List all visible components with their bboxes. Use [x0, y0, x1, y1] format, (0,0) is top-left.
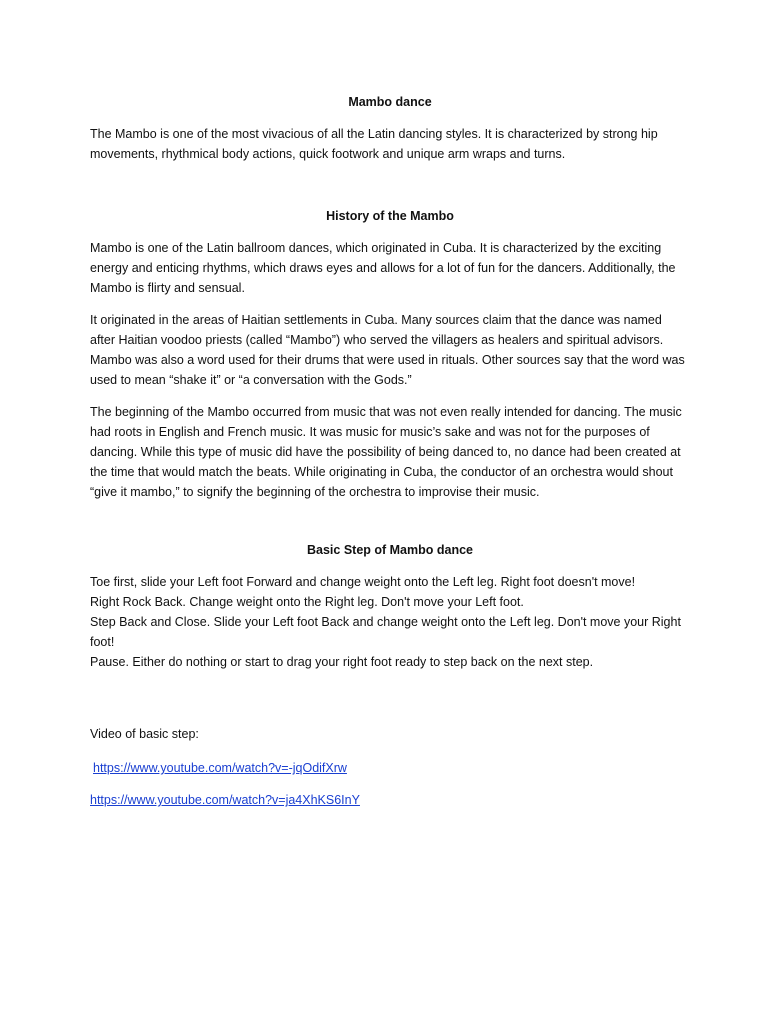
history-paragraph: Mambo is one of the Latin ballroom dances, which originated in Cuba. It is characterized by the exciting energy and enticing rhythms, which draws eyes and allows for a lot of fun for the dancers. Additionally, the Mambo is flirty and sensual. — [90, 241, 676, 295]
basic-step-line: Toe first, slide your Left foot Forward and change weight onto the Left leg. Right foot doesn't move! — [90, 575, 636, 589]
document-title: Mambo dance — [348, 95, 432, 109]
video-link-row — [90, 790, 690, 810]
basic-step-heading: Basic Step of Mambo dance — [306, 543, 473, 557]
document-page — [90, 0, 690, 810]
history-paragraph: It originated in the areas of Haitian settlements in Cuba. Many sources claim that the dance was named after Haitian voodoo priests (called “Mambo”) who served the villagers as healers and spiritual advisors. Mambo was also a word used for their drums that were used in rituals. Other sources say that the word was used to mean “shake it” or “a conversation with the Gods.” — [90, 313, 685, 387]
history-heading: History of the Mambo — [326, 209, 454, 223]
basic-step-line: Pause. Either do nothing or start to drag your right foot ready to step back on the next step. — [90, 655, 594, 669]
basic-step-line: Step Back and Close. Slide your Left foot Back and change weight onto the Left leg. Don't move your Right foot! — [90, 615, 681, 649]
intro-paragraph: The Mambo is one of the most vivacious of all the Latin dancing styles. It is characterized by strong hip movements, rhythmical body actions, quick footwork and unique arm wraps and turns. — [90, 127, 658, 161]
video-link-row — [90, 758, 690, 778]
video-link[interactable]: https://www.youtube.com/watch?v=-jqOdifXrw — [93, 761, 347, 775]
basic-step-list — [90, 572, 690, 672]
history-paragraph: The beginning of the Mambo occurred from music that was not even really intended for dancing. The music had roots in English and French music. It was music for music’s sake and was not for the purposes of dancing. While this type of music did have the possibility of being danced to, no dance had been created at the time that would match the beats. While originating in Cuba, the conductor of an orchestra would shout “give it mambo,” to signify the beginning of the orchestra to improvise their music. — [90, 405, 682, 499]
basic-step-line: Right Rock Back. Change weight onto the Right leg. Don't move your Left foot. — [90, 595, 524, 609]
video-label: Video of basic step: — [90, 727, 199, 741]
video-link[interactable]: https://www.youtube.com/watch?v=ja4XhKS6InY — [90, 793, 360, 807]
